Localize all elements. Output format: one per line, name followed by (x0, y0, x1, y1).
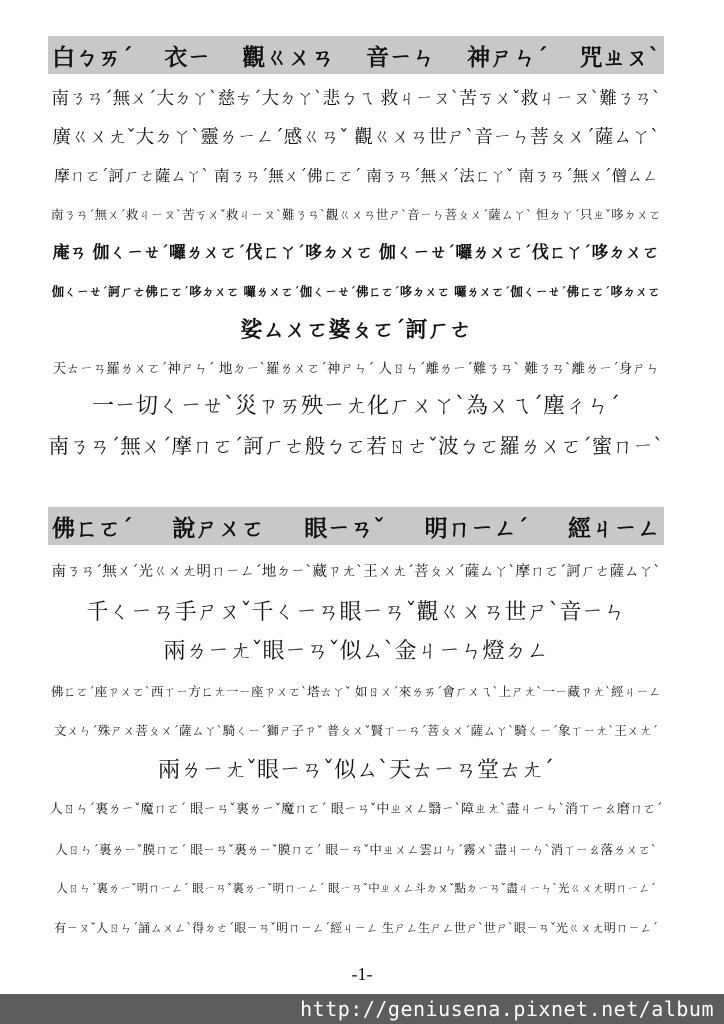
title-char: 經ㄐㄧㄥ (568, 515, 660, 542)
text-line: 兩ㄌㄧㄤˇ眼ㄧㄢˇ似ㄙˋ天ㄊㄧㄢ堂ㄊㄤˊ (157, 757, 554, 783)
section-title-fo-shuo-yan-ming-jing (48, 507, 664, 545)
title-char: 佛ㄈㄛˊ (52, 515, 133, 542)
title-char: 神ㄕㄣˊ (467, 44, 548, 71)
title-char: 音ㄧㄣ (366, 44, 436, 71)
footer-url: http://geniusena.pixnet.net/album (300, 997, 714, 1021)
title-char: 咒ㄓㄡˋ (579, 44, 660, 71)
sutra-text-section-2 (48, 553, 664, 948)
text-line: 伽ㄑㄧㄝˊ訶ㄏㄜ佛ㄈㄛˊ哆ㄉㄨㄛ 囉ㄌㄨㄛˊ伽ㄑㄧㄝˊ佛ㄈㄛˊ哆ㄉㄨㄛ 囉ㄌㄨㄛˊ伽ㄑㄧㄝˊ佛ㄈㄛˊ哆ㄉㄨㄛ (51, 283, 661, 299)
text-line: 天ㄊㄧㄢ羅ㄌㄨㄛˊ神ㄕㄣˊ 地ㄉㄧˋ羅ㄌㄨㄛˊ神ㄕㄣˊ 人ㄖㄣˊ離ㄌㄧˊ難ㄋㄢˋ 難ㄋㄢˋ離ㄌㄧˊ身ㄕㄣ (52, 360, 660, 377)
title-char: 觀ㄍㄨㄢ (242, 44, 335, 71)
text-line: 文ㄨㄣˊ殊ㄕㄨ菩ㄆㄨˊ薩ㄙㄚˋ騎ㄑㄧˊ獅ㄕ子ㄗˇ 普ㄆㄨˇ賢ㄒㄧㄢˊ菩ㄆㄨˊ薩ㄙㄚˋ騎ㄑㄧˊ象ㄒㄧㄤˋ王ㄨㄤˊ (54, 723, 658, 738)
text-line: 廣ㄍㄨㄤˇ大ㄉㄚˋ靈ㄌㄧㄥˊ感ㄍㄢˇ 觀ㄍㄨㄢ世ㄕˋ音ㄧㄣ菩ㄆㄨˊ薩ㄙㄚˋ (52, 126, 660, 148)
title-char: 明ㄇㄧㄥˊ (424, 515, 529, 542)
text-line: 佛ㄈㄛˊ座ㄗㄨㄛˋ西ㄒㄧ方ㄈㄤ一ㄧ座ㄗㄨㄛˋ塔ㄊㄚˇ 如ㄖㄨˊ來ㄌㄞˊ會ㄏㄨㄟˋ上ㄕㄤˋ一ㄧ藏ㄗㄤˋ經ㄐㄧㄥ (50, 683, 662, 699)
section-title-bai-yi-guan-yin (48, 36, 664, 74)
text-line: 一ㄧ切ㄑㄧㄝˋ災ㄗㄞ殃ㄧㄤ化ㄏㄨㄚˋ為ㄨㄟˊ塵ㄔㄣˊ (91, 394, 620, 419)
title-char: 白ㄅㄞˊ (52, 44, 133, 71)
text-line: 娑ㄙㄨㄛ婆ㄆㄛˊ訶ㄏㄜ (240, 317, 472, 343)
title-char: 眼ㄧㄢˇ (304, 515, 385, 542)
text-line: 有ㄧㄡˇ人ㄖㄣˊ誦ㄙㄨㄥˋ得ㄉㄜˊ眼ㄧㄢˇ明ㄇㄧㄥˊ經ㄐㄧㄥ 生ㄕㄥ生ㄕㄥ世ㄕˋ世ㄕˋ眼ㄧㄢˇ光ㄍㄨㄤ明ㄇㄧㄥˊ (54, 920, 658, 935)
title-char: 衣ㄧ (164, 44, 211, 71)
text-line: 南ㄋㄢˊ無ㄨˊ光ㄍㄨㄤ明ㄇㄧㄥˊ地ㄉㄧˋ藏ㄗㄤˋ王ㄨㄤˊ菩ㄆㄨˊ薩ㄙㄚˋ摩ㄇㄛˊ訶ㄏㄜ薩ㄙㄚˋ (51, 564, 661, 580)
text-line: 人ㄖㄣˊ裏ㄌㄧˇ魔ㄇㄛˊ 眼ㄧㄢˇ裏ㄌㄧˇ魔ㄇㄛˊ 眼ㄧㄢˇ中ㄓㄨㄥ翳ㄧˋ障ㄓㄤˋ盡ㄐㄧㄣˋ消ㄒㄧㄠ磨ㄇㄛˊ (49, 802, 663, 817)
text-line: 南ㄋㄢˊ無ㄨˊ摩ㄇㄛˊ訶ㄏㄜ般ㄅㄛ若ㄖㄜˇ波ㄅㄛ羅ㄌㄨㄛˊ蜜ㄇㄧˋ (48, 433, 664, 458)
text-line: 千ㄑㄧㄢ手ㄕㄡˇ千ㄑㄧㄢ眼ㄧㄢˇ觀ㄍㄨㄢ世ㄕˋ音ㄧㄣ (86, 599, 626, 625)
watermark-footer (0, 994, 724, 1024)
text-line: 兩ㄌㄧㄤˇ眼ㄧㄢˇ似ㄙˋ金ㄐㄧㄣ燈ㄉㄥ (163, 639, 549, 664)
title-char: 說ㄕㄨㄛ (172, 515, 265, 542)
text-line: 人ㄖㄣˊ裏ㄌㄧˇ膜ㄇㄛˊ 眼ㄧㄢˇ裏ㄌㄧˇ膜ㄇㄛˊ 眼ㄧㄢˇ中ㄓㄨㄥ雲ㄩㄣˊ霧ㄨˋ盡ㄐㄧㄣˋ消ㄒㄧㄠ落ㄌㄨㄛˋ (55, 841, 657, 857)
text-line: 人ㄖㄣˊ裏ㄌㄧˇ明ㄇㄧㄥˊ 眼ㄧㄢˇ裏ㄌㄧˇ明ㄇㄧㄥˊ 眼ㄧㄢˇ中ㄓㄨㄥ斗ㄉㄡˇ點ㄉㄧㄢˇ盡ㄐㄧㄣˋ光ㄍㄨㄤ明ㄇㄧㄥˊ (56, 881, 656, 895)
mantra-text-section-1 (48, 80, 664, 465)
text-line: 摩ㄇㄛˊ訶ㄏㄜ薩ㄙㄚˋ 南ㄋㄢˊ無ㄨˊ佛ㄈㄛˊ 南ㄋㄢˊ無ㄨˊ法ㄈㄚˇ 南ㄋㄢˊ無ㄨˊ僧ㄙㄥ (54, 167, 658, 185)
text-line: 庵ㄢ 伽ㄑㄧㄝˊ囉ㄌㄨㄛˊ伐ㄈㄚˊ哆ㄉㄨㄛ 伽ㄑㄧㄝˊ囉ㄌㄨㄛˊ伐ㄈㄚˊ哆ㄉㄨㄛ (52, 243, 660, 263)
text-line: 南ㄋㄢˊ無ㄨˊ大ㄉㄚˋ慈ㄘˊ大ㄉㄚˋ悲ㄅㄟ 救ㄐㄧㄡˋ苦ㄎㄨˇ救ㄐㄧㄡˋ難ㄋㄢˋ (51, 89, 661, 109)
page-number: -1- (351, 964, 373, 984)
text-line: 南ㄋㄢˊ無ㄨˊ救ㄐㄧㄡˋ苦ㄎㄨˇ救ㄐㄧㄡˋ難ㄋㄢˋ觀ㄍㄨㄢ世ㄕˋ音ㄧㄣ菩ㄆㄨˊ薩ㄙㄚˋ 怛ㄉㄚˊ只ㄓˇ哆ㄉㄨㄛ (50, 206, 662, 222)
